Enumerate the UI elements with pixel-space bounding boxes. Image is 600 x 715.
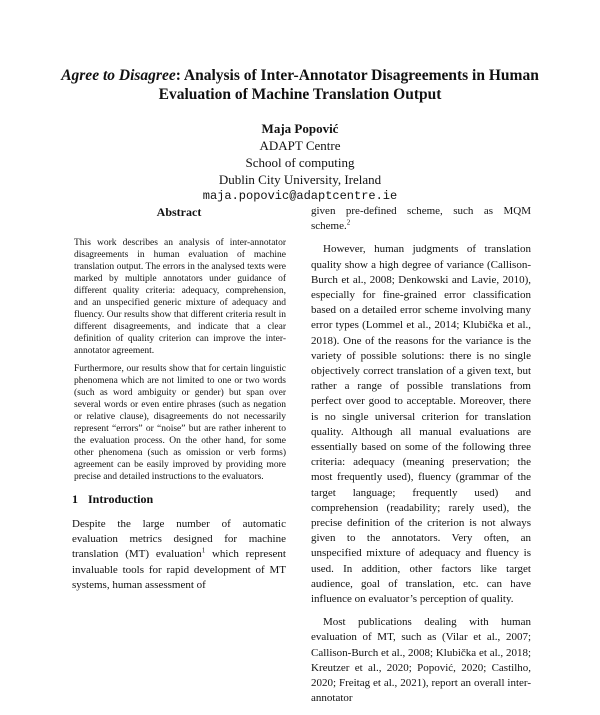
- author-affiliation-centre: ADAPT Centre: [259, 138, 341, 153]
- intro-text-part-2: which represent invaluable tools for rapid development of MT systems, human assessment of: [72, 548, 286, 591]
- footnote-marker-2[interactable]: 2: [346, 218, 351, 227]
- left-column: [72, 205, 286, 601]
- introduction-paragraph-1: [72, 517, 286, 593]
- section-number: 1: [72, 492, 78, 506]
- section-title: Introduction: [88, 492, 154, 506]
- right-paragraph-1: However, human judgments of translation quality show a high degree of variance (Callison-Burch et al., 2008; Denkowski and Lavie, 2010), especially for fine-grained error classification based on a detailed error scheme involving many error types (Lommel et al., 2014; Klubička et al., 2018). One of the reasons for the variance is the variety of possible solutions: there is no single objectively correct translation of a given text, but rather a range of possible translations from perfect over good to acceptable. Moreover, there is no single universal criterion for translation quality. Although all manual evaluations are essentially based on some of the following three criteria: adequacy (meaning preservation; the most frequently used), fluency (grammar of the target language; frequently used) and comprehension (readability; rarely used), the precise definition of the criterion is not always given to the annotators. Very often, an unspecified mixture of adequacy and fluency is used. In addition, other factors like target audience, goal of translation, etc. can have influence on evaluator’s perception of quality.: [311, 243, 531, 606]
- author-block: [100, 120, 500, 205]
- abstract-body: [72, 237, 286, 483]
- intro-text-part-1: Despite the large number of automatic evaluation metrics designed for machine translation (MT) evaluation: [72, 518, 286, 561]
- author-affiliation-university: Dublin City University, Ireland: [218, 172, 382, 187]
- abstract-paragraph-2: Furthermore, our results show that for certain linguistic phenomena which are not limited to one or two words (such as word ambiguity or gender) but span over several words or even entire phrases (such as negation or relative clause), disagreements do not necessarily represent “errors” or “noise” but are rather inherent to the evaluation process. On the other hand, for some other phenomena (such as omission or verb forms) agreement can be easily improved by providing more precise and detailed instructions to the evaluators.: [74, 364, 286, 482]
- introduction-body: [72, 517, 286, 593]
- paper-title: [40, 66, 560, 104]
- section-heading-introduction: [72, 492, 286, 507]
- abstract-heading: Abstract: [156, 205, 202, 219]
- abstract-paragraph-1: This work describes an analysis of inter-annotator disagreements in human evaluation of machine translation output. The errors in the analysed texts were marked by multiple annotators under guidance of different quality criteria: adequacy, comprehension, and an unspecified generic mixture of adequacy and fluency. Our results show that different criteria result in different disagreements, and indicate that a clear definition of quality criterion can improve the inter-annotator agreement.: [74, 238, 286, 356]
- right-paragraph-0: [311, 204, 531, 234]
- author-email: maja.popovic@adaptcentre.ie: [202, 189, 398, 203]
- footnote-marker-1[interactable]: 1: [201, 546, 206, 555]
- right-p0-text: given pre-defined scheme, such as MQM scheme.: [311, 205, 531, 233]
- right-column: [311, 204, 531, 715]
- author-affiliation-school: School of computing: [245, 155, 355, 170]
- title-main-part: : Analysis of Inter-Annotator Disagreements in Human Evaluation of Machine Translation Output: [158, 67, 539, 103]
- title-italic-part: Agree to Disagree: [61, 67, 176, 84]
- author-name: Maja Popović: [261, 121, 339, 136]
- right-paragraph-2: Most publications dealing with human evaluation of MT, such as (Vilar et al., 2007; Callison-Burch et al., 2008; Klubička et al., 2018; Kreutzer et al., 2020; Popović, 2020; Castilho, 2020; Freitag et al., 2021), report an overall inter-annotator: [311, 616, 531, 705]
